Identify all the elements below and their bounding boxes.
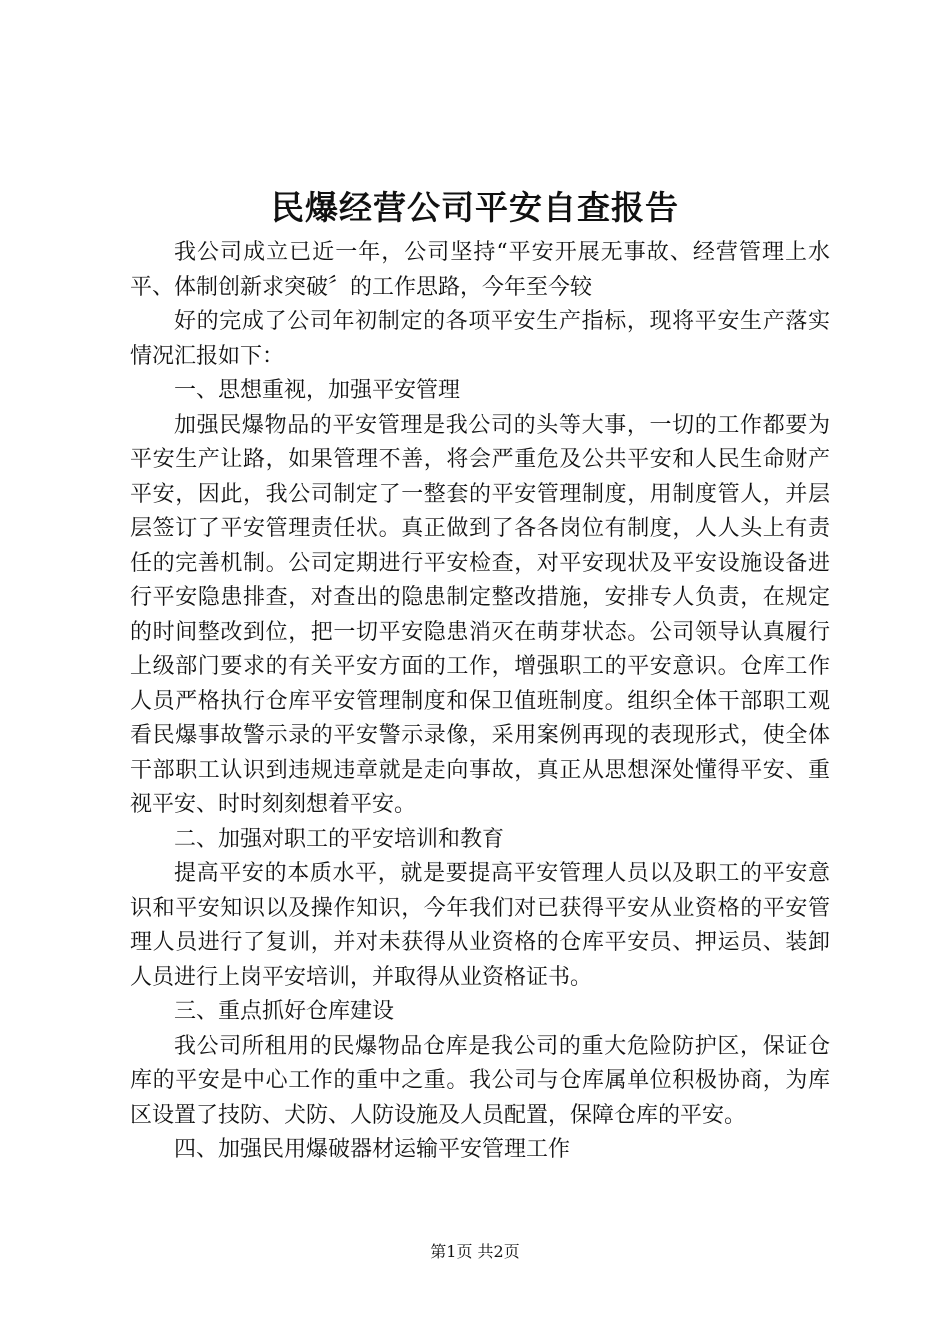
paragraph-section-2: 提高平安的本质水平，就是要提高平安管理人员以及职工的平安意识和平安知识以及操作知识，今年我们对已获得平安从业资格的平安管理人员进行了复训，并对未获得从业资格的仓库平安员、押运员、装卸人员进行上岗平安培训，并取得从业资格证书。 xyxy=(130,861,830,990)
section-heading-4: 四、加强民用爆破器材运输平安管理工作 xyxy=(174,1137,571,1162)
document-title: 民爆经营公司平安自查报告 xyxy=(271,188,679,227)
paragraph-section-3: 我公司所租用的民爆物品仓库是我公司的重大危险防护区，保证仓库的平安是中心工作的重中之重。我公司与仓库属单位积极协商，为库区设置了技防、犬防、人防设施及人员配置，保障仓库的平安。 xyxy=(130,1033,830,1128)
paragraph-intro-continued: 好的完成了公司年初制定的各项平安生产指标，现将平安生产落实情况汇报如下： xyxy=(130,309,830,369)
document-body xyxy=(130,236,830,1168)
section-heading-1: 一、思想重视，加强平安管理 xyxy=(174,378,461,403)
page-number-footer: 第1页 共2页 xyxy=(430,1242,520,1261)
paragraph-section-1: 加强民爆物品的平安管理是我公司的头等大事，一切的工作都要为平安生产让路，如果管理不善，将会严重危及公共平安和人民生命财产平安，因此，我公司制定了一整套的平安管理制度，用制度管人，并层层签订了平安管理责任状。真正做到了各各岗位有制度，人人头上有责任的完善机制。公司定期进行平安检查，对平安现状及平安设施设备进行平安隐患排查，对查出的隐患制定整改措施，安排专人负责，在规定的时间整改到位，把一切平安隐患消灭在萌芽状态。公司领导认真履行上级部门要求的有关平安方面的工作，增强职工的平安意识。仓库工作人员严格执行仓库平安管理制度和保卫值班制度。组织全体干部职工观看民爆事故警示录的平安警示录像，采用案例再现的表现形式，使全体干部职工认识到违规违章就是走向事故，真正从思想深处懂得平安、重视平安、时时刻刻想着平安。 xyxy=(130,412,830,817)
section-heading-2: 二、加强对职工的平安培训和教育 xyxy=(174,826,505,852)
paragraph-intro: 我公司成立已近一年，公司坚持“平安开展无事故、经营管理上水平、体制创新求突破〞的工作思路，今年至今较 xyxy=(130,240,830,300)
section-heading-3: 三、重点抓好仓库建设 xyxy=(174,999,395,1024)
